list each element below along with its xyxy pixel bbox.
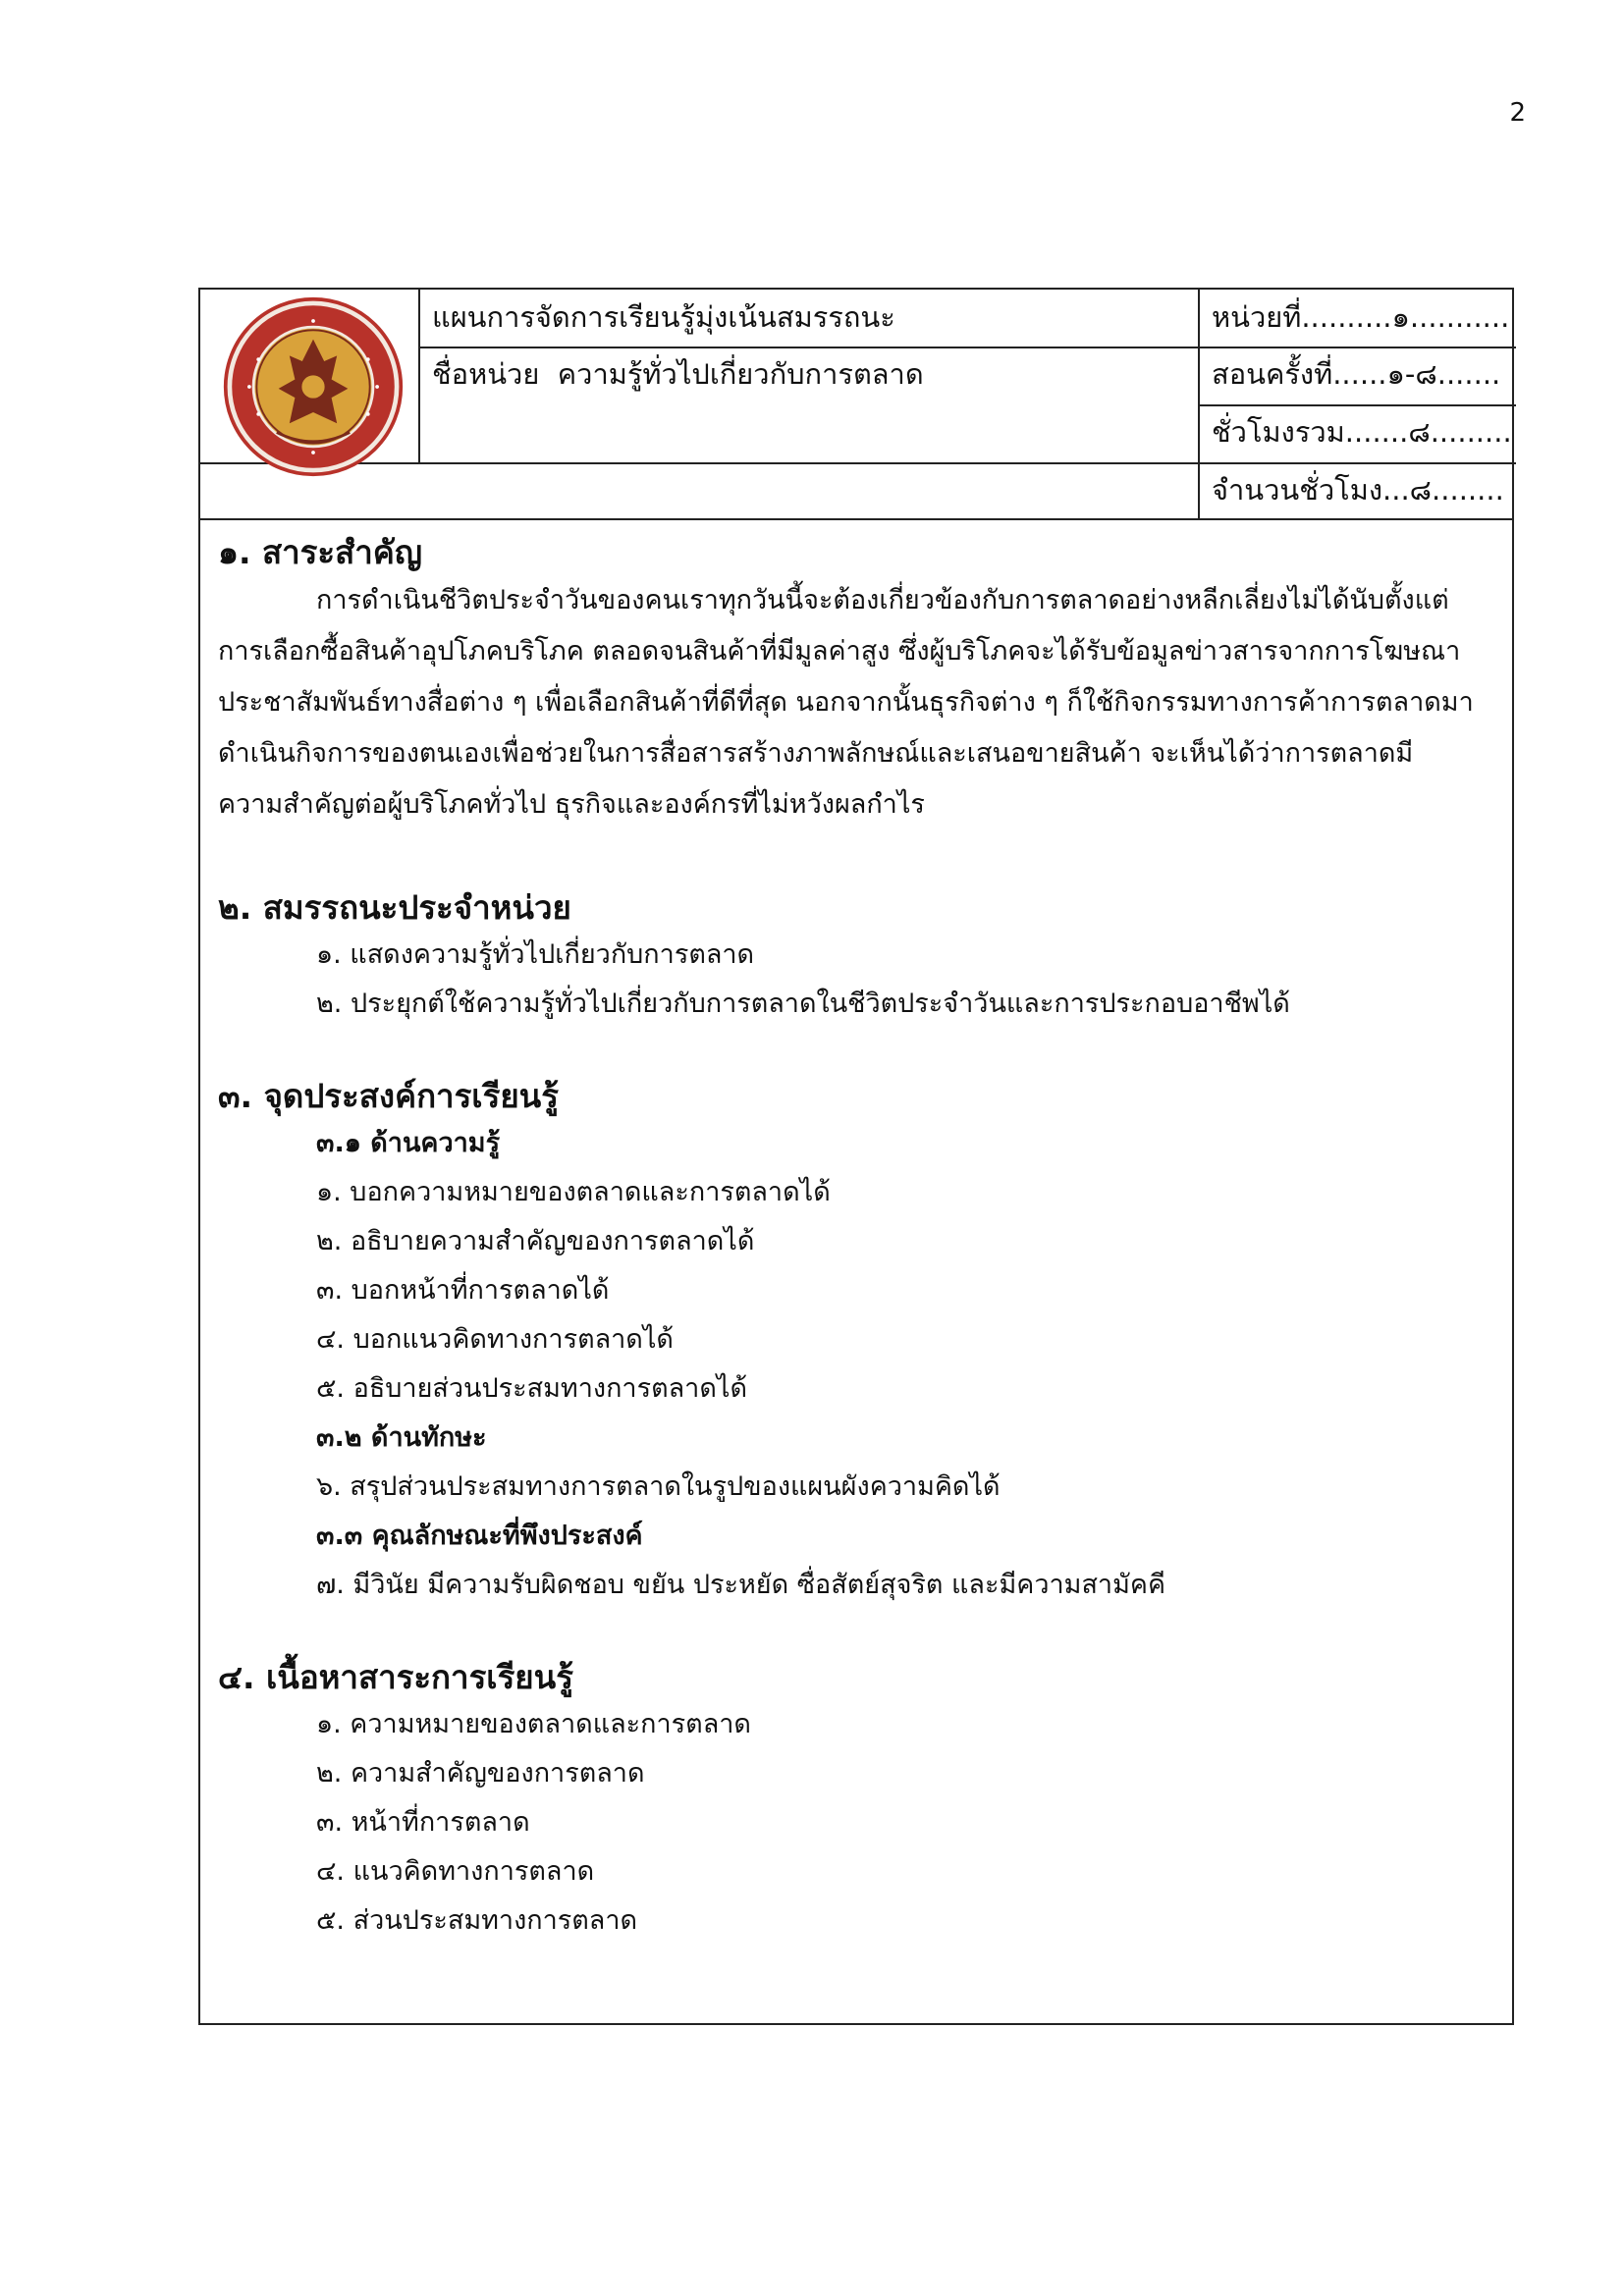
section-title: ๒. สมรรถนะประจำหน่วย xyxy=(218,888,571,927)
plan-body xyxy=(200,518,1512,1946)
section-title: ๓. จุดประสงค์การเรียนรู้ xyxy=(218,1077,559,1115)
list-item: ๓. หน้าที่การตลาด xyxy=(316,1807,530,1838)
list-item: ๔. บอกแนวคิดทางการตลาดได้ xyxy=(316,1324,674,1355)
list-item: ๕. ส่วนประสมทางการตลาด xyxy=(316,1905,638,1936)
paragraph-line: ความสำคัญต่อผู้บริโภคทั่วไป ธุรกิจและองค์กรที่ไม่หวังผลกำไร xyxy=(218,789,925,820)
unit-number: หน่วยที่..........๑........... xyxy=(1212,300,1510,334)
paragraph-line: การเลือกซื้อสินค้าอุปโภคบริโภค ตลอดจนสินค้าที่มีมูลค่าสูง ซึ่งผู้บริโภคจะได้รับข้อมูลข่าวสารจากการโฆษณา xyxy=(218,636,1461,667)
lesson-plan-frame xyxy=(198,288,1514,2025)
lesson-number: สอนครั้งที่......๑-๘....... xyxy=(1212,357,1501,391)
unit-name xyxy=(432,354,924,394)
subsection-title: ๓.๑ ด้านความรู้ xyxy=(316,1128,501,1158)
key-concept-paragraph xyxy=(218,575,1494,830)
total-hours: ชั่วโมงรวม.......๘......... xyxy=(1212,415,1512,449)
paragraph-line: การดำเนินชีวิตประจำวันของคนเราทุกวันนี้จะต้องเกี่ยวข้องกับการตลาดอย่างหลีกเลี่ยงไม่ได้นับตั้งแต่ xyxy=(316,585,1449,615)
college-logo-icon xyxy=(222,295,405,478)
section-title: ๑. สาระสำคัญ xyxy=(218,533,422,571)
unit-name-label: ชื่อหน่วย xyxy=(432,357,540,391)
list-item: ๔. แนวคิดทางการตลาด xyxy=(316,1856,595,1887)
list-item: ๓. บอกหน้าที่การตลาดได้ xyxy=(316,1275,610,1306)
paragraph-line: ดำเนินกิจการของตนเองเพื่อช่วยในการสื่อสารสร้างภาพลักษณ์และเสนอขายสินค้า จะเห็นได้ว่าการตลาดมี xyxy=(218,738,1414,769)
list-item: ๑. บอกความหมายของตลาดและการตลาดได้ xyxy=(316,1177,831,1207)
hours: จำนวนชั่วโมง...๘........ xyxy=(1212,473,1504,507)
list-item: ๕. อธิบายส่วนประสมทางการตลาดได้ xyxy=(316,1373,747,1404)
subsection-title: ๓.๓ คุณลักษณะที่พึงประสงค์ xyxy=(316,1521,643,1551)
page-number: 2 xyxy=(1509,98,1526,128)
list-item: ๖. สรุปส่วนประสมทางการตลาดในรูปของแผนผังความคิดได้ xyxy=(316,1471,1001,1502)
subsection-title: ๓.๒ ด้านทักษะ xyxy=(316,1422,487,1453)
paragraph-line: ประชาสัมพันธ์ทางสื่อต่าง ๆ เพื่อเลือกสินค้าที่ดีที่สุด นอกจากนั้นธุรกิจต่าง ๆ ก็ใช้กิจกรรมทางการค้าการตลาดมา xyxy=(218,687,1474,718)
list-item: ๒. ประยุกต์ใช้ความรู้ทั่วไปเกี่ยวกับการตลาดในชีวิตประจำวันและการประกอบอาชีพได้ xyxy=(316,988,1290,1019)
list-item: ๒. อธิบายความสำคัญของการตลาดได้ xyxy=(316,1226,755,1256)
list-item: ๑. ความหมายของตลาดและการตลาด xyxy=(316,1709,751,1739)
list-item: ๗. มีวินัย มีความรับผิดชอบ ขยัน ประหยัด ซื่อสัตย์สุจริต และมีความสามัคคี xyxy=(316,1570,1166,1600)
plan-title: แผนการจัดการเรียนรู้มุ่งเน้นสมรรถนะ xyxy=(432,300,895,334)
section-title: ๔. เนื้อหาสาระการเรียนรู้ xyxy=(218,1658,573,1696)
unit-name-value: ความรู้ทั่วไปเกี่ยวกับการตลาด xyxy=(557,357,924,391)
list-item: ๑. แสดงความรู้ทั่วไปเกี่ยวกับการตลาด xyxy=(316,939,755,970)
list-item: ๒. ความสำคัญของการตลาด xyxy=(316,1758,645,1789)
header-table xyxy=(200,290,1512,520)
